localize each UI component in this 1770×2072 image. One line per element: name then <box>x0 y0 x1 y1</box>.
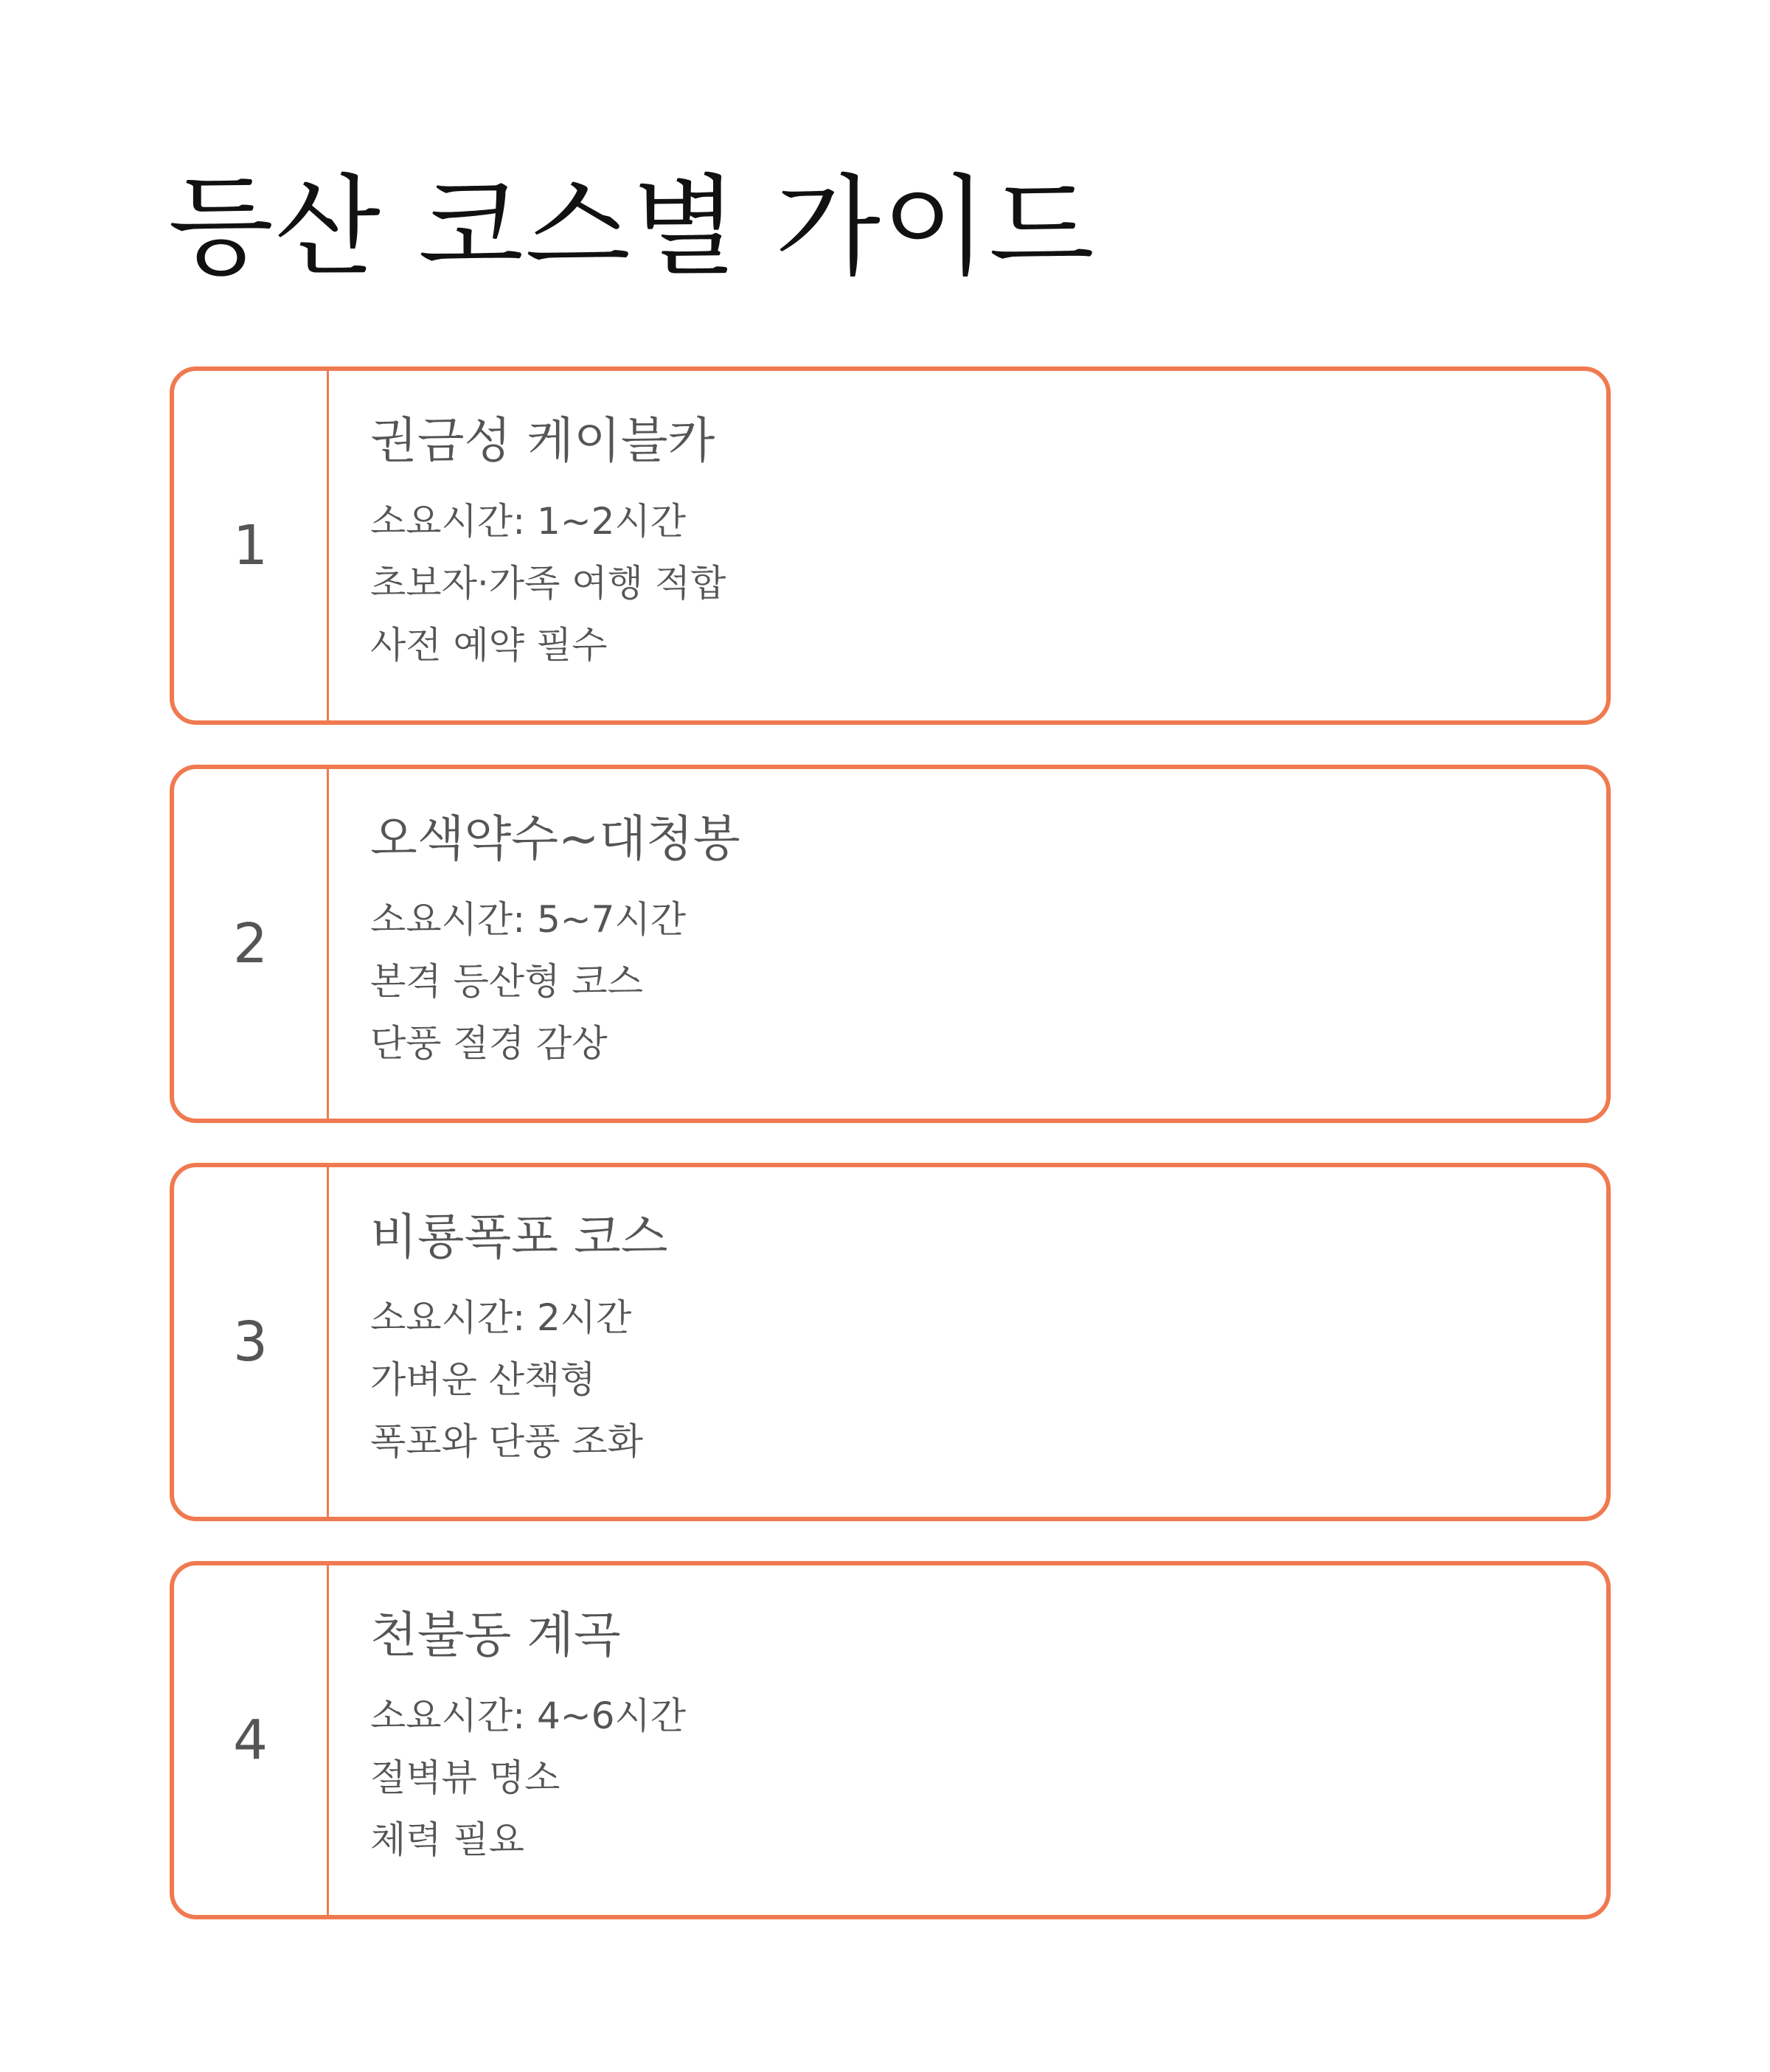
course-number-column <box>174 1167 329 1517</box>
course-detail: 절벽뷰 명소 <box>370 1756 560 1799</box>
course-number-column <box>174 769 329 1119</box>
course-body <box>329 371 1606 720</box>
course-duration: 소요시간: 4~6시간 <box>370 1694 687 1737</box>
course-number: 1 <box>232 514 268 577</box>
course-number-column <box>174 371 329 720</box>
course-card <box>170 366 1611 725</box>
course-number: 4 <box>232 1708 268 1772</box>
course-details <box>370 1287 1606 1473</box>
course-number: 2 <box>232 912 268 976</box>
page-title: 등산 코스별 가이드 <box>168 164 1096 291</box>
course-detail: 폭포와 단풍 조화 <box>370 1420 643 1463</box>
course-body <box>329 1565 1606 1915</box>
course-name: 오색약수~대청봉 <box>370 810 740 867</box>
course-duration: 소요시간: 5~7시간 <box>370 898 687 941</box>
course-details <box>370 490 1606 676</box>
course-detail: 가벼운 산책형 <box>370 1358 596 1401</box>
course-card <box>170 1561 1611 1919</box>
course-list <box>170 366 1611 1959</box>
course-body <box>329 1167 1606 1517</box>
course-name: 권금성 케이블카 <box>370 412 715 469</box>
course-details <box>370 1685 1606 1871</box>
course-detail: 단풍 절경 감상 <box>370 1022 608 1065</box>
course-detail: 체력 필요 <box>370 1818 525 1861</box>
course-card <box>170 1163 1611 1521</box>
course-number: 3 <box>232 1310 268 1374</box>
course-detail: 본격 등산형 코스 <box>370 960 643 1003</box>
course-duration: 소요시간: 2시간 <box>370 1296 632 1339</box>
course-body <box>329 769 1606 1119</box>
course-name: 천불동 계곡 <box>370 1607 621 1663</box>
course-card <box>170 765 1611 1123</box>
course-name: 비룡폭포 코스 <box>370 1209 668 1265</box>
course-detail: 초보자·가족 여행 적합 <box>370 562 726 605</box>
course-details <box>370 889 1606 1074</box>
course-detail: 사전 예약 필수 <box>370 624 608 667</box>
course-duration: 소요시간: 1~2시간 <box>370 500 687 543</box>
course-number-column <box>174 1565 329 1915</box>
